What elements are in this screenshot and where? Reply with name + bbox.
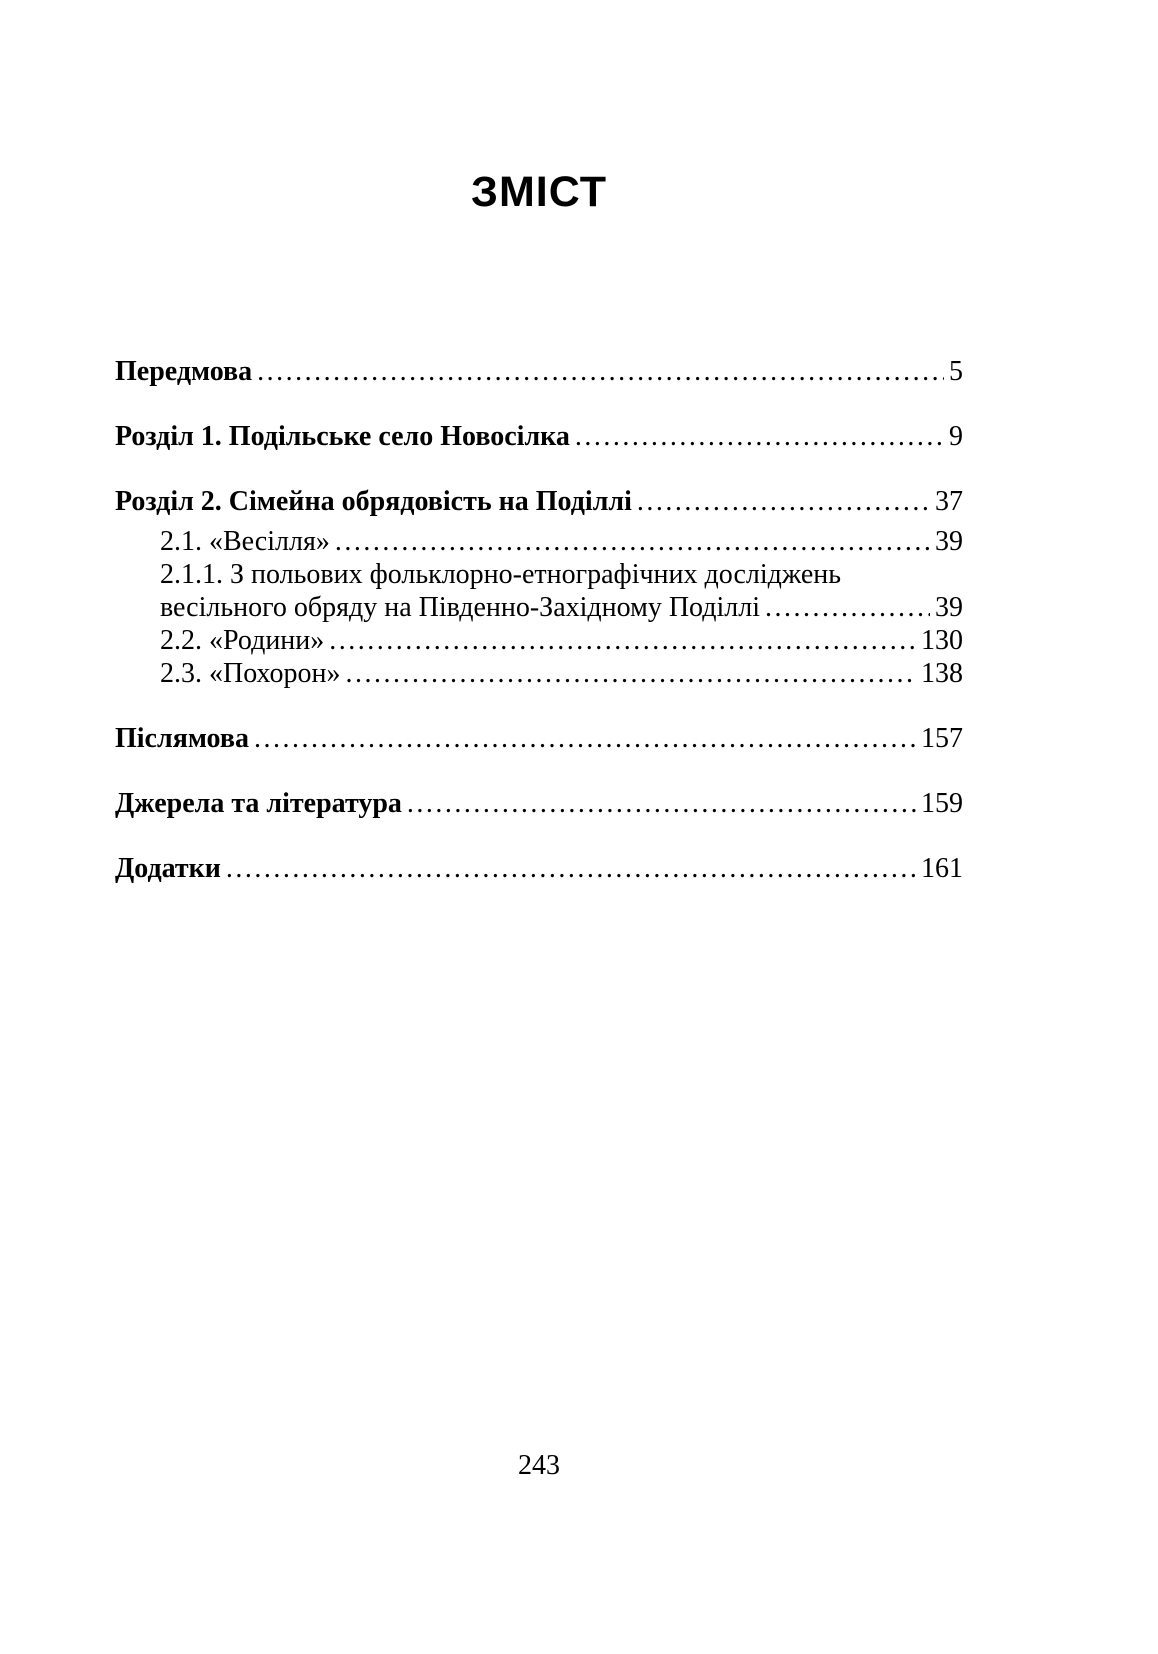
toc-entry xyxy=(115,657,963,690)
toc-entry-label: весільного обряду на Південно-Західному Поділлі xyxy=(160,592,760,623)
toc-entry-label: Джерела та література xyxy=(115,788,402,819)
toc-entry-label: 2.2. «Родини» xyxy=(160,625,325,656)
toc-entry xyxy=(115,558,963,591)
toc-entry-label: 2.3. «Похорон» xyxy=(160,658,341,689)
toc-page-number: 138 xyxy=(921,658,963,689)
toc-entry xyxy=(115,722,963,755)
dot-leader xyxy=(407,787,916,820)
toc-page-number: 130 xyxy=(921,625,963,656)
toc-entry-label: Додатки xyxy=(115,853,221,884)
toc-entry-label: Розділ 1. Подільське село Новосілка xyxy=(115,421,570,452)
toc-page-number: 9 xyxy=(949,421,963,452)
toc-entry xyxy=(115,485,963,518)
dot-leader xyxy=(345,657,916,690)
dot-leader xyxy=(765,591,930,624)
toc-entry-label: Розділ 2. Сімейна обрядовість на Поділлі xyxy=(115,486,632,517)
dot-leader xyxy=(254,722,916,755)
page-title: ЗМІСТ xyxy=(471,168,607,216)
toc-entry xyxy=(115,525,963,558)
dot-leader xyxy=(335,525,930,558)
dot-leader xyxy=(226,852,916,885)
toc-page-number: 39 xyxy=(935,526,963,557)
toc-entry xyxy=(115,420,963,453)
dot-leader xyxy=(637,485,930,518)
toc-entry-label: Післямова xyxy=(115,723,249,754)
table-of-contents xyxy=(115,355,963,885)
toc-page-number: 161 xyxy=(921,853,963,884)
toc-page-number: 5 xyxy=(949,356,963,387)
dot-leader xyxy=(329,624,916,657)
toc-entry xyxy=(115,624,963,657)
toc-page-number: 37 xyxy=(935,486,963,517)
toc-entry xyxy=(115,787,963,820)
page-number: 243 xyxy=(518,1450,560,1481)
toc-page-number: 157 xyxy=(921,723,963,754)
toc-content xyxy=(115,168,963,885)
toc-entry-label: 2.1. «Весілля» xyxy=(160,526,330,557)
toc-page-number: 39 xyxy=(935,592,963,623)
toc-page-number: 159 xyxy=(921,788,963,819)
toc-entry-label: Передмова xyxy=(115,356,253,387)
dot-leader xyxy=(257,355,944,388)
toc-entry-label: 2.1.1. З польових фольклорно-етнографічних досліджень xyxy=(160,559,842,590)
toc-entry xyxy=(115,355,963,388)
toc-entry xyxy=(115,852,963,885)
dot-leader xyxy=(575,420,944,453)
toc-entry xyxy=(115,591,963,624)
